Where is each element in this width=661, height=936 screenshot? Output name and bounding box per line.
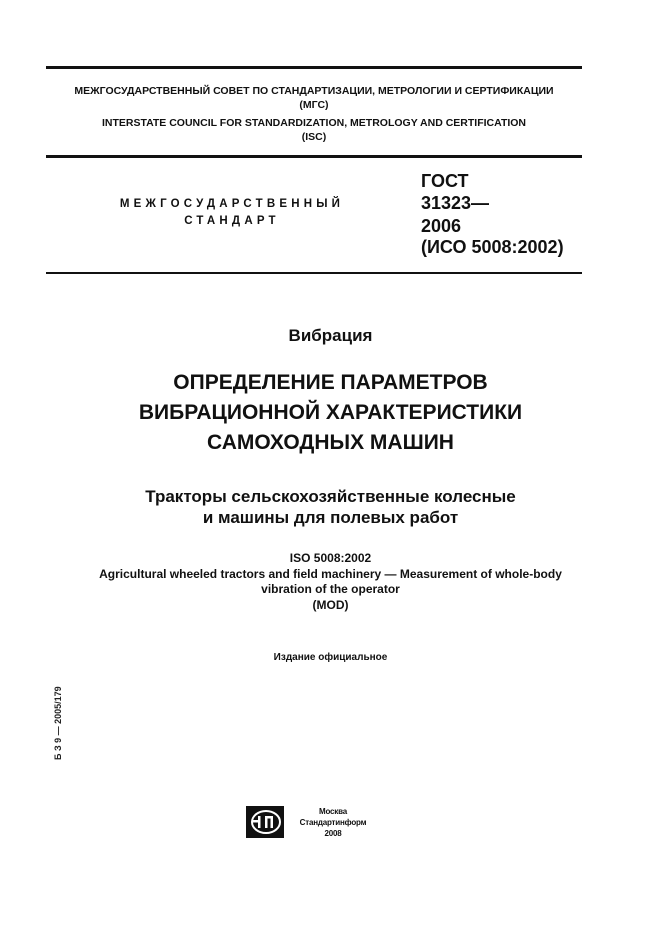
council-abbr-en: (ISC) [301, 131, 327, 143]
top-rule [46, 66, 582, 69]
subtitle-line2: и машины для полевых работ [202, 508, 459, 527]
gost-label: ГОСТ [421, 171, 469, 191]
iso-number: ISO 5008:2002 [289, 551, 372, 565]
title-line1: ОПРЕДЕЛЕНИЕ ПАРАМЕТРОВ [173, 371, 488, 394]
gost-year: 2006 [421, 216, 462, 236]
council-rule [46, 155, 582, 158]
council-abbr-ru: (МГС) [299, 99, 329, 111]
gost-number: 31323— [421, 193, 490, 213]
standard-rule [46, 272, 582, 274]
council-name-ru: МЕЖГОСУДАРСТВЕННЫЙ СОВЕТ ПО СТАНДАРТИЗАЦИИ, МЕТРОЛОГИИ И СЕРТИФИКАЦИИ [74, 85, 554, 97]
title-line3: САМОХОДНЫХ МАШИН [207, 431, 454, 454]
iso-title-line2: vibration of the operator [261, 582, 400, 596]
title-line2: ВИБРАЦИОННОЙ ХАРАКТЕРИСТИКИ [138, 401, 523, 424]
standartinform-logo-icon [246, 806, 284, 838]
margin-code: Б З 9 — 2005/179 [53, 686, 63, 760]
standard-type-line2: СТАНДАРТ [184, 215, 280, 227]
subtitle-line1: Тракторы сельскохозяйственные колесные [145, 487, 516, 506]
edition-label: Издание официальное [273, 652, 388, 663]
publisher-year: 2008 [324, 829, 342, 838]
publisher-city: Москва [319, 807, 347, 816]
standard-type-line1: МЕЖГОСУДАРСТВЕННЫЙ [119, 198, 345, 210]
publisher-name: Стандартинформ [299, 818, 367, 827]
gost-iso-ref: (ИСО 5008:2002) [421, 237, 564, 257]
publisher-block [288, 806, 378, 839]
document-category: Вибрация [288, 326, 373, 345]
iso-mod: (MOD) [312, 598, 349, 612]
council-name-en: INTERSTATE COUNCIL FOR STANDARDIZATION, METROLOGY AND CERTIFICATION [101, 117, 527, 129]
iso-title-line1: Agricultural wheeled tractors and field machinery — Measurement of whole-body [99, 567, 562, 581]
